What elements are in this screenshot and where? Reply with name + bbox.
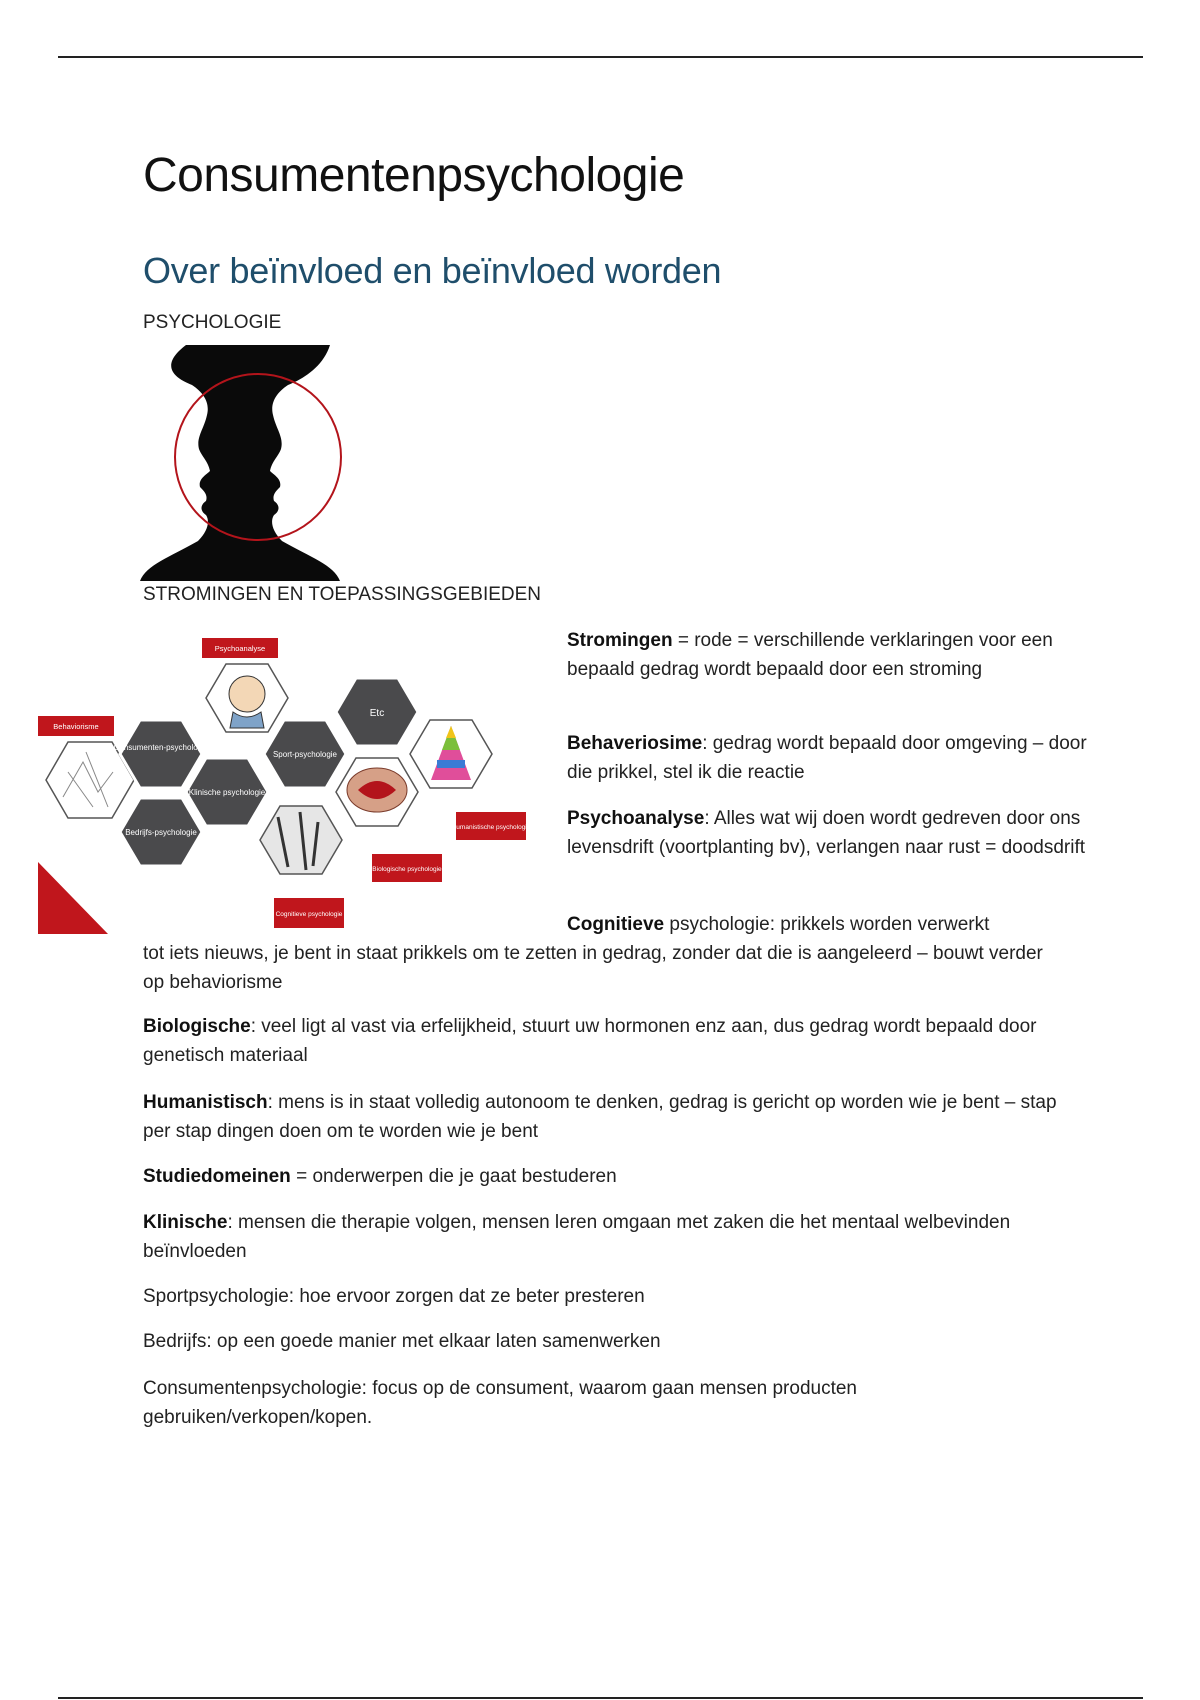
label-behaviorisme: Behaviorisme: [53, 722, 99, 731]
term-cognitieve: Cognitieve: [567, 914, 665, 935]
hex-label-sport: Sport-psychologie: [272, 750, 338, 759]
term-studiedomeinen: Studiedomeinen: [143, 1166, 291, 1187]
para-psychoanalyse: Psychoanalyse: Alles wat wij doen wordt gedreven door ons levensdrift (voortplanting bv), verlangen naar rust = doodsdrift: [567, 808, 1086, 858]
bottom-rule: [58, 1697, 1143, 1699]
hex-label-etc: Etc: [369, 708, 385, 719]
para-stromingen: Stromingen = rode = verschillende verklaringen voor een bepaald gedrag wordt bepaald door een stroming: [567, 630, 1053, 680]
stromingen-hexagon-diagram: [38, 622, 558, 934]
label-psychoanalyse: Psychoanalyse: [214, 644, 266, 653]
label-cognitieve: Cognitieve psychologie: [275, 911, 343, 918]
para-cognitieve-rest: tot iets nieuws, je bent in staat prikkels om te zetten in gedrag, zonder dat die is aangeleerd – bouwt verder op behaviorisme: [143, 943, 1043, 993]
para-behaviorisme: Behaveriosime: gedrag wordt bepaald door omgeving – door die prikkel, stel ik die reactie: [567, 733, 1087, 783]
page-subtitle: Over beïnvloed en beïnvloed worden: [143, 250, 722, 291]
para-cognitieve-start: Cognitieve psychologie: prikkels worden verwerkt: [567, 914, 990, 935]
hex-label-klinische: Klinische psychologie: [188, 788, 266, 797]
para-studiedomeinen: Studiedomeinen = onderwerpen die je gaat bestuderen: [143, 1166, 617, 1187]
term-psychoanalyse: Psychoanalyse: [567, 808, 705, 829]
term-stromingen: Stromingen: [567, 630, 673, 651]
rubin-vase-image: [48, 345, 468, 581]
term-behaviorisme: Behaveriosime: [567, 733, 703, 754]
para-biologische: Biologische: veel ligt al vast via erfelijkheid, stuurt uw hormonen enz aan, dus gedrag wordt bepaald door genetisch materiaal: [143, 1016, 1037, 1066]
label-humanistische: Humanistische psychologie: [451, 824, 531, 831]
para-humanistisch: Humanistisch: mens is in staat volledig autonoom te denken, gedrag is gericht op worden wie je bent – stap per stap dingen doen om te worden wie je bent: [143, 1092, 1057, 1142]
term-klinische: Klinische: [143, 1212, 228, 1233]
hex-label-bedrijfs: Bedrijfs-psychologie: [125, 828, 197, 837]
label-biologische: Biologische psychologie: [372, 866, 442, 873]
term-biologische: Biologische: [143, 1016, 251, 1037]
term-humanistisch: Humanistisch: [143, 1092, 268, 1113]
section-heading-psychologie: PSYCHOLOGIE: [143, 312, 282, 333]
page-title: Consumentenpsychologie: [143, 149, 685, 202]
para-sport: Sportpsychologie: hoe ervoor zorgen dat ze beter presteren: [143, 1286, 645, 1307]
section-heading-stromingen: STROMINGEN EN TOEPASSINGSGEBIEDEN: [143, 584, 542, 605]
para-consument: Consumentenpsychologie: focus op de consument, waarom gaan mensen producten gebruiken/verkopen/kopen.: [143, 1378, 857, 1428]
para-klinische: Klinische: mensen die therapie volgen, mensen leren omgaan met zaken die het mentaal welbevinden beïnvloeden: [143, 1212, 1011, 1262]
para-bedrijfs: Bedrijfs: op een goede manier met elkaar laten samenwerken: [143, 1331, 661, 1352]
hex-label-consument: Consumenten-psychologie: [113, 743, 209, 752]
top-rule: [58, 56, 1143, 58]
